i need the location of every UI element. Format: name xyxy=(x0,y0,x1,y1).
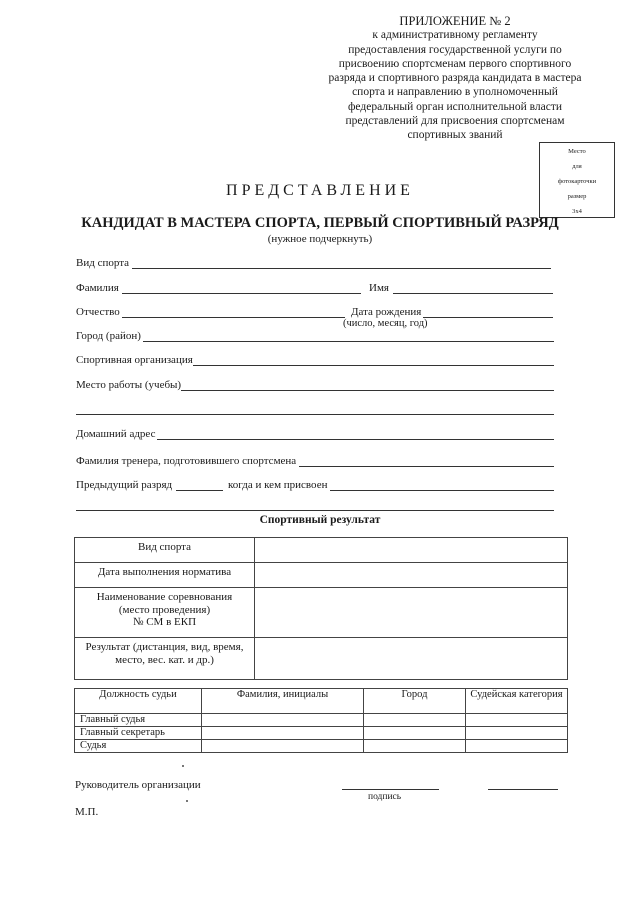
result-row-label-text: (место проведения) xyxy=(118,603,211,616)
result-row-label-text: Вид спорта xyxy=(137,541,192,553)
prev-rank-label: Предыдущий разряд xyxy=(76,479,173,491)
judge-city-cell[interactable] xyxy=(364,727,466,740)
photo-box-text: размер xyxy=(567,193,587,200)
home-address-field-line[interactable] xyxy=(157,439,554,440)
appendix-line: спортивных званий xyxy=(407,129,503,142)
name-decode-line[interactable] xyxy=(488,789,558,790)
result-row-value-cell[interactable] xyxy=(255,638,568,680)
sport-result-table xyxy=(74,537,568,680)
table-header-row xyxy=(75,689,568,714)
sport-result-title: Спортивный результат xyxy=(259,514,381,526)
result-row-label xyxy=(75,588,255,638)
table-row xyxy=(75,727,568,740)
sport-field-line[interactable] xyxy=(132,268,551,269)
sport-label: Вид спорта xyxy=(76,257,130,269)
scan-dot xyxy=(186,800,188,802)
name-label: Имя xyxy=(369,282,389,294)
table-row xyxy=(75,588,568,638)
appendix-number: ПРИЛОЖЕНИЕ № 2 xyxy=(399,14,511,28)
coach-label: Фамилия тренера, подготовившего спортсмена xyxy=(76,455,297,467)
table-row xyxy=(75,538,568,563)
photo-box-text: Место xyxy=(568,148,586,155)
workplace-label: Место работы (учебы) xyxy=(76,379,182,391)
judge-name-cell[interactable] xyxy=(202,714,364,727)
result-row-label xyxy=(75,563,255,588)
workplace-field-line-2[interactable] xyxy=(76,414,554,415)
judge-name-cell[interactable] xyxy=(202,740,364,753)
result-row-label-text: Результат (дистанция, вид, время, xyxy=(85,641,244,653)
judge-name-cell[interactable] xyxy=(202,727,364,740)
judges-table xyxy=(74,688,568,753)
judge-city-cell[interactable] xyxy=(364,714,466,727)
coach-field-line[interactable] xyxy=(299,466,554,467)
judge-category-cell[interactable] xyxy=(466,727,568,740)
surname-label: Фамилия xyxy=(76,282,119,294)
appendix-line: представлений для присвоения спортсменам xyxy=(345,115,565,128)
result-row-label-text: Наименование соревнования xyxy=(96,591,233,603)
table-row xyxy=(75,638,568,680)
judges-header-city: Город xyxy=(364,689,466,714)
home-address-label: Домашний адрес xyxy=(76,428,156,440)
table-row xyxy=(75,740,568,753)
appendix-line: спорта и направлению в уполномоченный xyxy=(352,86,558,99)
judge-city-cell[interactable] xyxy=(364,740,466,753)
prev-rank-when-field-line[interactable] xyxy=(330,490,554,491)
appendix-line: предоставления государственной услуги по xyxy=(348,43,562,56)
org-head-label: Руководитель организации xyxy=(75,779,201,791)
document-subtitle: КАНДИДАТ В МАСТЕРА СПОРТА, ПЕРВЫЙ СПОРТИВНЫЙ РАЗРЯД xyxy=(81,215,559,231)
judge-position: Главный судья xyxy=(75,714,202,727)
document-title: ПРЕДСТАВЛЕНИЕ xyxy=(226,182,414,199)
appendix-line: разряда и спортивного разряда кандидата в мастера xyxy=(328,72,582,85)
table-row xyxy=(75,563,568,588)
signature-line[interactable] xyxy=(342,789,439,790)
city-field-line[interactable] xyxy=(143,341,554,342)
scan-dot xyxy=(182,765,184,767)
judges-header-position: Должность судьи xyxy=(75,689,202,714)
sport-org-field-line[interactable] xyxy=(193,365,554,366)
result-row-label-text: № СМ в ЕКП xyxy=(132,616,197,628)
separator-line xyxy=(76,510,554,511)
patronymic-label: Отчество xyxy=(76,306,120,318)
birth-date-label: Дата рождения xyxy=(351,306,422,318)
appendix-line: присвоению спортсменам первого спортивного xyxy=(338,57,572,70)
appendix-line: к административному регламенту xyxy=(372,29,538,42)
judge-position: Судья xyxy=(75,740,202,753)
result-row-label xyxy=(75,638,255,680)
birth-date-field-line[interactable] xyxy=(423,317,553,318)
judge-category-cell[interactable] xyxy=(466,740,568,753)
city-label: Город (район) xyxy=(76,330,141,342)
photo-box-text: 3х4 xyxy=(572,208,582,215)
signature-caption: подпись xyxy=(368,792,402,802)
result-row-value-cell[interactable] xyxy=(255,538,568,563)
birth-date-hint: (число, месяц, год) xyxy=(343,318,428,329)
table-row xyxy=(75,714,568,727)
photo-placeholder-box xyxy=(539,142,615,218)
workplace-field-line[interactable] xyxy=(181,390,554,391)
photo-box-text: фотокарточки xyxy=(557,178,597,185)
subtitle-hint: (нужное подчеркнуть) xyxy=(267,233,373,245)
result-row-value-cell[interactable] xyxy=(255,588,568,638)
prev-rank-field-line[interactable] xyxy=(176,490,223,491)
appendix-line: федеральный орган исполнительной власти xyxy=(347,100,563,113)
result-row-label xyxy=(75,538,255,563)
judges-header-category: Судейская категория xyxy=(466,689,568,714)
patronymic-field-line[interactable] xyxy=(122,317,345,318)
result-row-label-text: Дата выполнения норматива xyxy=(97,566,232,578)
judge-position: Главный секретарь xyxy=(75,727,202,740)
result-row-value-cell[interactable] xyxy=(255,563,568,588)
stamp-label: М.П. xyxy=(75,806,99,818)
judge-category-cell[interactable] xyxy=(466,714,568,727)
sport-org-label: Спортивная организация xyxy=(76,354,193,366)
photo-box-text: для xyxy=(572,163,582,170)
appendix-header xyxy=(300,14,610,143)
judges-header-name: Фамилия, инициалы xyxy=(202,689,364,714)
name-field-line[interactable] xyxy=(393,293,553,294)
surname-field-line[interactable] xyxy=(122,293,361,294)
prev-rank-when-label: когда и кем присвоен xyxy=(228,479,328,491)
result-row-label-text: место, вес. кат. и др.) xyxy=(115,653,214,666)
